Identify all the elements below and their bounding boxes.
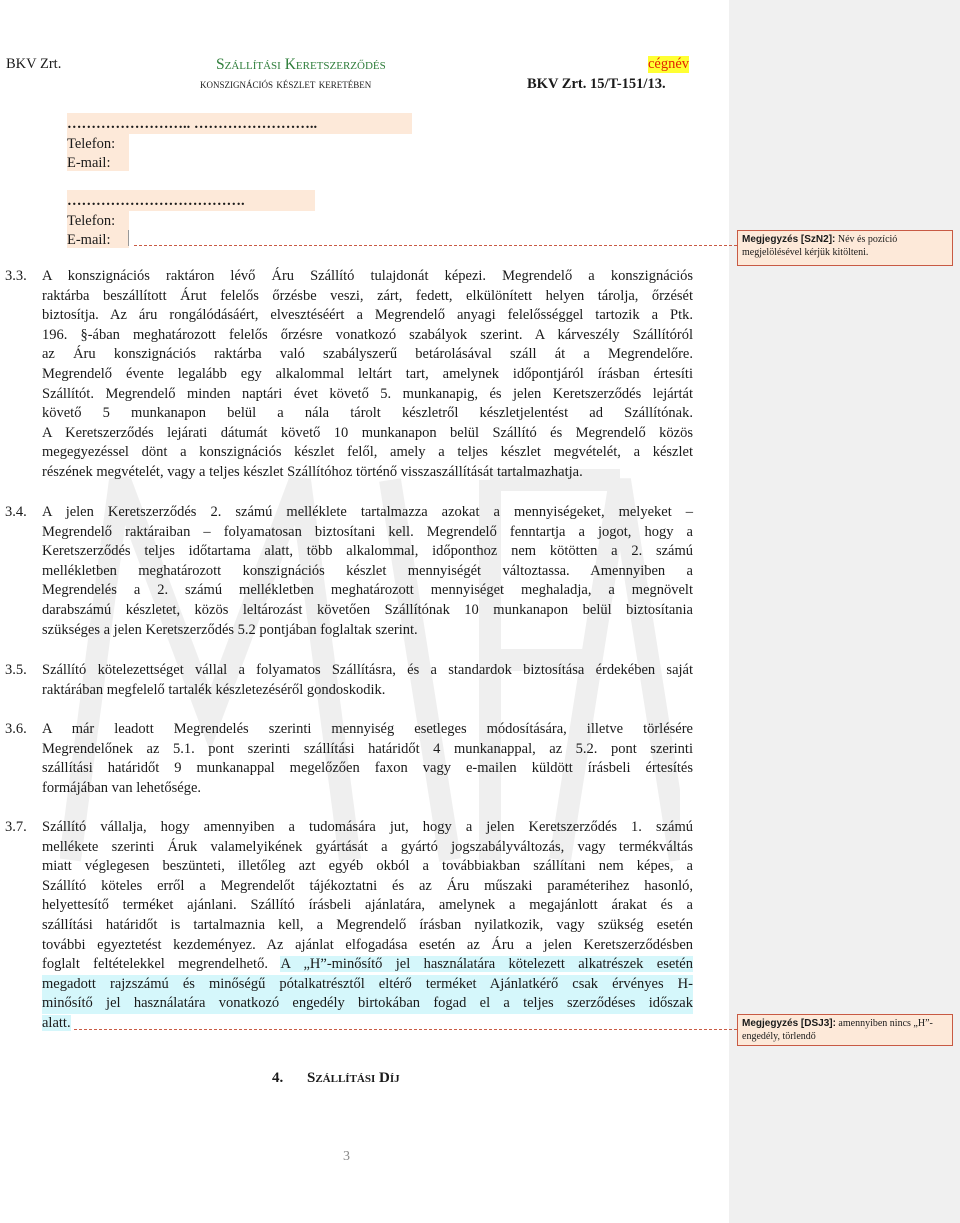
paragraph-text (42, 818, 693, 1034)
text-line: az Áru konszignációs raktárba való szabályszerű betárolásával száll át a Megrendelőre. (42, 346, 693, 363)
contact-phone-label-1: Telefon: (67, 135, 116, 152)
comment-szn2[interactable] (737, 230, 953, 266)
section-title: Szállítási Díj (307, 1070, 400, 1086)
paragraph-3-5 (5, 661, 693, 700)
paragraph-number: 3.5. (5, 662, 27, 678)
highlighted-line: megadott rajzszámú és minőségű pótalkatrésztől eltérő terméket Ajánlatkérő csak érvényes H- (42, 975, 693, 995)
text-line: Szállító kötelezettséget vállal a folyamatos Szállításra, és a standardok biztosítása érdekében saját (42, 662, 693, 678)
draft-watermark (60, 420, 680, 880)
section-number: 4. (272, 1070, 284, 1086)
text-line: Szállítót. Megrendelő minden naptári évet követő 5. munkanapig, és jelen Keretszerződés lejártát (42, 385, 693, 402)
paragraph-3-6 (5, 720, 693, 798)
text-line: szállítási határidőt 9 munkanappal megelőzően faxon vagy e-mailen küldött írásbeli értesítés (42, 760, 693, 777)
text-line: biztosítja. Az áru rongálódásáért, elvesztéséért a Megrendelő anyagi felelősséggel tartozik a Ptk. (42, 307, 693, 324)
page-number: 3 (343, 1149, 350, 1164)
text-line: A jelen Keretszerződés 2. számú melléklete tartalmazza azokat a mennyiségeket, melyeket – (42, 504, 693, 520)
text-line: szükséges a jelen Keretszerződés 5.2 pontjában foglaltak szerint. (42, 621, 418, 638)
contact-name-1: …………………….. …………………….. (67, 116, 318, 132)
highlighted-segment: A „H”-minősítő jel használatára kötelezett alkatrészek esetén (280, 956, 693, 973)
text-line: helyettesítő terméket ajánlani. Szállító írásbeli ajánlatára, amelynek a megajánlott árakat és a (42, 897, 693, 914)
contact-block-1 (67, 115, 317, 174)
text-line: A konszignációs raktáron lévő Áru Szállító tulajdonát képezi. Megrendelő a konszignációs (42, 268, 693, 284)
paragraph-number: 3.7. (5, 819, 27, 835)
highlighted-line: minősítő jel használatára vonatkozó engedély birtokában fogad el a teljes szerződéses időszak (42, 994, 693, 1014)
text-line: szállítási határidőt is tartalmaznia kell, a Megrendelő írásban nyilatkozik, vagy szükség esetén (42, 916, 693, 933)
text-line: mellékletben meghatározott konszignációs készlet mennyiségét változtassa. Amennyiben a (42, 562, 693, 579)
document-number: BKV Zrt. 15/T-151/13. (527, 76, 666, 92)
text-line: megegyezéssel dönt a konszignációs készlet felől, amely a teljes készlet megvételét, a készlet (42, 444, 693, 461)
text-line: követő 5 munkanapon belül a nála tárolt készletről készletjelentést ad Szállítónak. (42, 405, 693, 422)
contact-name-2: ………………………………. (67, 193, 245, 209)
contact-block-2 (67, 192, 245, 251)
text-line: formájában van lehetősége. (42, 779, 202, 796)
paragraph-text (42, 720, 693, 798)
paragraph-text (42, 267, 693, 483)
text-line: Szállító köteles erről a Megrendelőt tájékoztatni és az Áru műszaki paraméterihez hasonló, (42, 877, 693, 894)
paragraph-number: 3.4. (5, 504, 27, 520)
contract-subtitle: konszignációs készlet keretében (200, 76, 372, 91)
comment-tag: Megjegyzés [SzN2]: (742, 234, 836, 245)
text-line: darabszámú készletet, közös leltározást követően Szállítónak 10 munkanapon belül biztosítania (42, 601, 693, 618)
text-line: Megrendelő raktáraiban – folyamatosan biztosítani kell. Megrendelő fenntartja a jogot, hogy a (42, 523, 693, 540)
paragraph-number: 3.6. (5, 721, 27, 737)
text-line: Megrendelő évente legalább egy alkalommal leltárt tart, amelynek időpontjáról írásban értesíti (42, 365, 693, 382)
text-line: részének megvételét, vagy a teljes készlet Szállítóhoz történő visszaszállítását tartalmazhatja. (42, 463, 583, 480)
text-line: raktárba beszállított Árut felelős őrzésbe veszi, zárt, fedett, elkülönített helyen tárolja, őrzését (42, 287, 693, 304)
text-line: A Keretszerződés lejárati dátumát követő 10 munkanapon belül Szállító és Megrendelő közös (42, 424, 693, 441)
highlighted-segment: alatt. (42, 1014, 71, 1031)
comment-text: amennyiben nincs „H”-engedély, törlendő (742, 1018, 933, 1042)
highlighted-line (42, 1014, 693, 1034)
contact-phone-label-2: Telefon: (67, 212, 116, 229)
paragraph-3-4 (5, 503, 693, 640)
company-placeholder: cégnév (648, 56, 690, 72)
comment-text: Név és pozíció megjelölésével kérjük kitölteni. (742, 234, 898, 258)
paragraph-text (42, 661, 693, 700)
comment-dsj3[interactable] (737, 1014, 953, 1046)
paragraph-number: 3.3. (5, 268, 27, 284)
company-name: BKV Zrt. (6, 56, 62, 72)
contract-title: Szállítási Keretszerződés (216, 56, 386, 73)
paragraph-3-7 (5, 818, 693, 1034)
text-line: raktárában megfelelő tartalék készletezéséről gondoskodik. (42, 681, 386, 698)
text-line: Megrendelés a 2. számú mellékletben meghatározott mennyiséget meghaladja, a megnövelt (42, 582, 693, 599)
text-line: további egyeztetést kezdeményez. Az ajánlat elfogadása esetén az Áru a jelen Keretszerződésben (42, 936, 693, 953)
text-line: A már leadott Megrendelés szerinti mennyiség esetleges módosítására, illetve törlésére (42, 721, 693, 737)
text-line: mellékete szerinti Áruk valamelyikének gyártását a gyártó jogszabályváltozás, vagy termékváltás (42, 838, 693, 855)
paragraph-text (42, 503, 693, 640)
text-line: 196. §-ában meghatározott felelős őrzésre vonatkozó szabályok szerint. A kárveszély Szállítóról (42, 326, 693, 343)
comment-tag: Megjegyzés [DSJ3]: (742, 1018, 836, 1029)
text-line: Keretszerződés teljes időtartama alatt, több alkalommal, időponthoz nem kötötten a 2. számú (42, 543, 693, 560)
text-line (42, 955, 693, 975)
contact-email-label-2: E-mail: (67, 232, 111, 248)
text-line: miatt véglegesen beszünteti, illetőleg azt egyéb okból a továbbiakban szállítani nem képes, a (42, 858, 693, 875)
cursor-mark (128, 230, 129, 246)
section-heading (272, 1070, 400, 1087)
text-segment: foglalt feltételekkel megrendelhető. (42, 956, 268, 973)
contact-email-label-1: E-mail: (67, 155, 111, 171)
text-line: Szállító vállalja, hogy amennyiben a tudomására jut, hogy a jelen Keretszerződés 1. számú (42, 819, 693, 835)
comment-connector-1 (134, 245, 737, 246)
paragraph-3-3 (5, 267, 693, 483)
text-line: Megrendelőnek az 5.1. pont szerinti szállítási határidőt 4 munkanappal, az 5.2. pont szerinti (42, 740, 693, 757)
